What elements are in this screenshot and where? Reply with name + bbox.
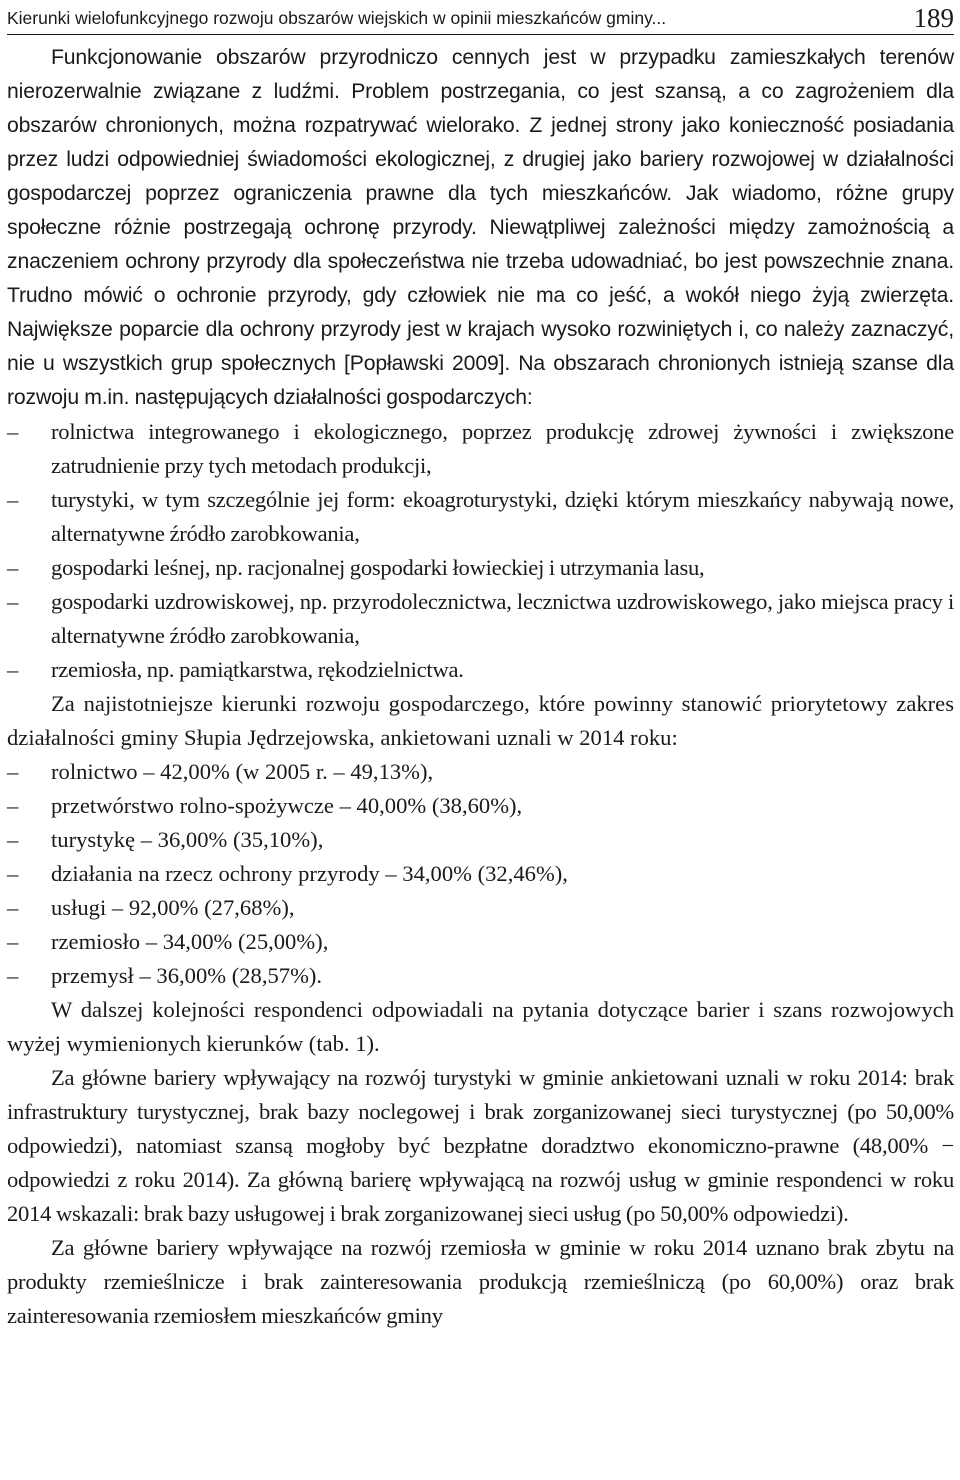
list-item: – działania na rzecz ochrony przyrody – 34,00% (32,46%), xyxy=(7,857,954,891)
activities-list xyxy=(7,415,954,687)
list-item: – przetwórstwo rolno-spożywcze – 40,00% (38,60%), xyxy=(7,789,954,823)
page-body xyxy=(7,35,954,1333)
list-item: – rzemiosła, np. pamiątkarstwa, rękodzielnictwa. xyxy=(7,653,954,687)
paragraph-7: Za główne bariery wpływające na rozwój rzemiosła w gminie w roku 2014 uznano brak zbytu na produkty rzemieślnicze i brak zainteresowania produkcją rzemieślniczą (po 60,00%) oraz brak zainteresowania rzemiosłem mieszkańców gminy xyxy=(7,1235,954,1328)
priorities-list xyxy=(7,755,954,993)
list-item: – gospodarki leśnej, np. racjonalnej gospodarki łowieckiej i utrzymania lasu, xyxy=(7,551,954,585)
paragraph-5: W dalszej kolejności respondenci odpowiadali na pytania dotyczące barier i szans rozwojowych wyżej wymienionych kierunków (tab. 1). xyxy=(7,997,954,1056)
list-item: – turystykę – 36,00% (35,10%), xyxy=(7,823,954,857)
paragraph-1 xyxy=(7,41,954,415)
list-item: – przemysł – 36,00% (28,57%). xyxy=(7,959,954,993)
list-item: – usługi – 92,00% (27,68%), xyxy=(7,891,954,925)
paragraph-1-text: Funkcjonowanie obszarów przyrodniczo cennych jest w przypadku zamieszkałych terenów nierozerwalnie związane z ludźmi. Problem postrzegania, co jest szansą, a co zagrożeniem dla obszarów chronionych, można rozpatrywać wielorako. Z jednej strony jako konieczność posiadania przez ludzi odpowiedniej świadomości ekologicznej, z drugiej jako bariery rozwojowej w działalności gospodarczej poprzez ograniczenia prawne dla tych mieszkańców. Jak wiadomo, różne grupy społeczne różnie postrzegają ochronę przyrody. xyxy=(7,46,954,239)
header-title: Kierunki wielofunkcyjnego rozwoju obszarów wiejskich w opinii mieszkańców gminy... xyxy=(7,8,667,28)
list-item: – rzemiosło – 34,00% (25,00%), xyxy=(7,925,954,959)
list-item: – rolnictwo – 42,00% (w 2005 r. – 49,13%), xyxy=(7,755,954,789)
paragraph-4: Za najistotniejsze kierunki rozwoju gospodarczego, które powinny stanowić priorytetowy zakres działalności gminy Słupia Jędrzejowska, ankietowani uznali w 2014 roku: xyxy=(7,691,954,750)
paragraph-2-text: Niewątpliwej zależności między zamożnością a znaczeniem ochrony przyrody dla społeczeństwa nie trzeba udowadniać, bo jest powszechnie znana. Trudno mówić o ochronie przyrody, gdy człowiek nie ma co jeść, a wokół niego żyją zwierzęta. xyxy=(7,216,954,307)
list-item: – gospodarki uzdrowiskowej, np. przyrodolecznictwa, lecznictwa uzdrowiskowego, jako miejsca pracy i alternatywne źródło zarobkowania, xyxy=(7,585,954,653)
paragraph-3-text: Największe poparcie dla ochrony przyrody jest w krajach wysoko rozwiniętych i, co należy zaznaczyć, nie u wszystkich grup społecznych [Popławski 2009]. Na obszarach chronionych istnieją szanse dla rozwoju m.in. następujących działalności gospodarczych: xyxy=(7,318,954,409)
running-header xyxy=(7,0,954,35)
list-item: – turystyki, w tym szczególnie jej form: ekoagroturystyki, dzięki którym mieszkańcy nabywają nowe, alternatywne źródło zarobkowania, xyxy=(7,483,954,551)
paragraph-6: Za główne bariery wpływający na rozwój turystyki w gminie ankietowani uznali w roku 2014: brak infrastruktury turystycznej, brak bazy noclegowej i brak zorganizowanej sieci turystycznej (po 50,00% odpowiedzi), natomiast szansą mogłoby być bezpłatne doradztwo ekonomiczno-prawne (48,00% − odpowiedzi z roku 2014). Za główną barierę wpływającą na rozwój usług w gminie respondenci w roku 2014 wskazali: brak bazy usługowej i brak zorganizowanej sieci usług (po 50,00% odpowiedzi). xyxy=(7,1065,954,1226)
list-item: – rolnictwa integrowanego i ekologicznego, poprzez produkcję zdrowej żywności i zwiększone zatrudnienie przy tych metodach produkcji, xyxy=(7,415,954,483)
page-number: 189 xyxy=(913,3,954,33)
